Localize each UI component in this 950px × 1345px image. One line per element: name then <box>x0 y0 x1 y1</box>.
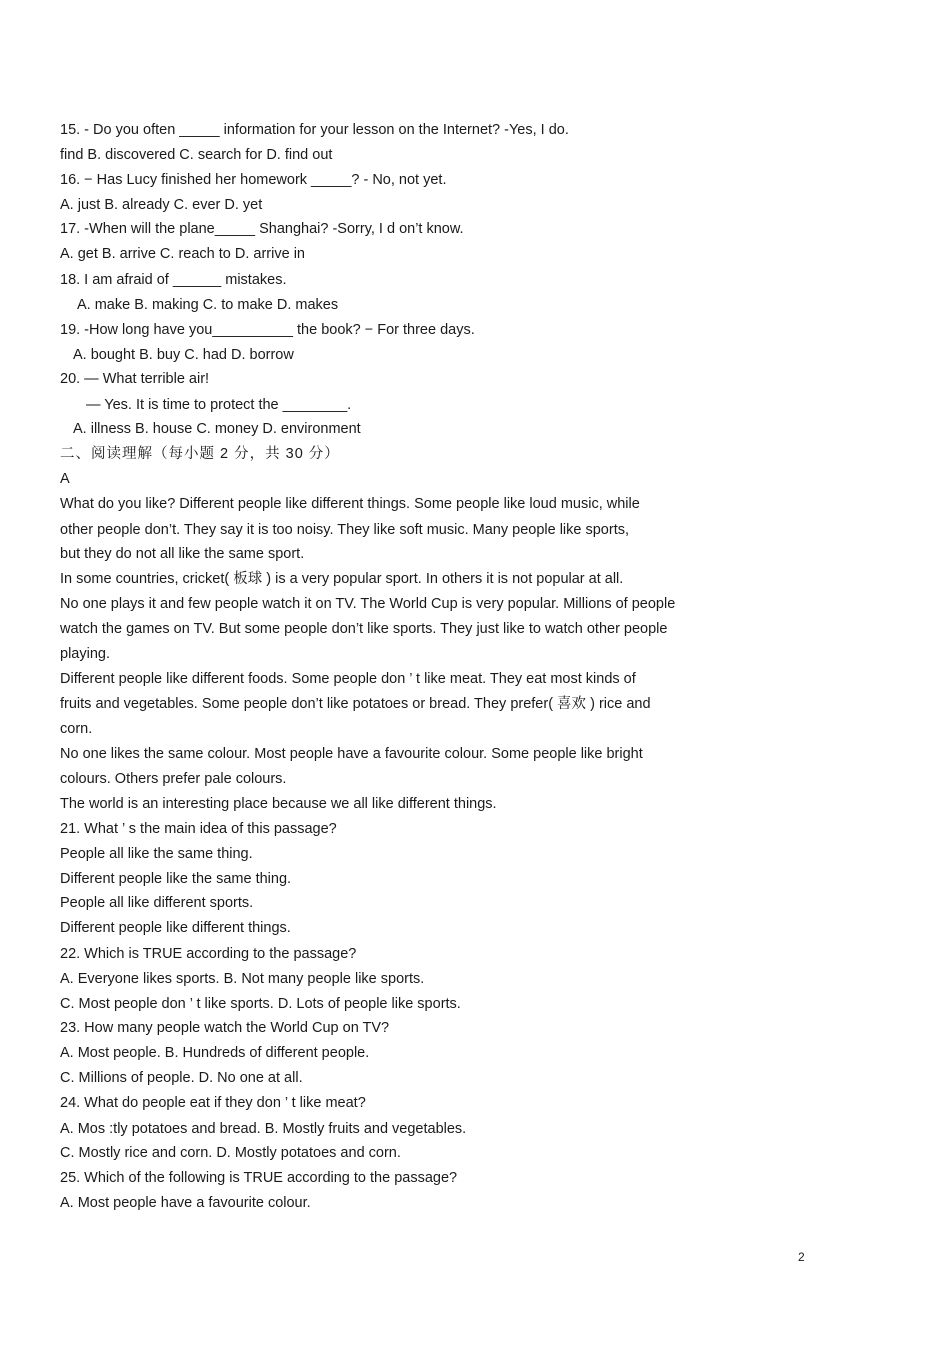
question-21-choice: Different people like different things. <box>60 920 291 936</box>
section-heading: 二、阅读理解（每小题 2 分，共 30 分） <box>60 446 340 462</box>
passage-line: The world is an interesting place because we all like different things. <box>60 796 497 812</box>
passage-line: colours. Others prefer pale colours. <box>60 771 287 787</box>
question-22-options: C. Most people don ’ t like sports. D. Lots of people like sports. <box>60 996 461 1012</box>
question-23-options: C. Millions of people. D. No one at all. <box>60 1070 303 1086</box>
question-25-options: A. Most people have a favourite colour. <box>60 1195 311 1211</box>
question-21-choice: Different people like the same thing. <box>60 871 292 887</box>
question-21-choice: People all like the same thing. <box>60 846 253 862</box>
question-21-choice: People all like different sports. <box>60 895 254 911</box>
question-16-options: A. just B. already C. ever D. yet <box>60 197 263 213</box>
passage-line: other people don’t. They say it is too noisy. They like soft music. Many people like sports, <box>60 522 630 538</box>
question-23-options: A. Most people. B. Hundreds of different people. <box>60 1045 370 1061</box>
question-20-reply: — Yes. It is time to protect the ________. <box>86 397 352 413</box>
question-18: 18. I am afraid of ______ mistakes. <box>60 272 287 288</box>
question-18-options: A. make B. making C. to make D. makes <box>77 297 339 313</box>
question-19: 19. -How long have you__________ the book? − For three days. <box>60 322 475 338</box>
question-24-options: A. Mos :tly potatoes and bread. B. Mostly fruits and vegetables. <box>60 1121 467 1137</box>
question-15-options: find B. discovered C. search for D. find out <box>60 147 333 163</box>
question-19-options: A. bought B. buy C. had D. borrow <box>73 347 294 363</box>
passage-label: A <box>60 471 70 487</box>
passage-line: No one likes the same colour. Most people have a favourite colour. Some people like bright <box>60 746 643 762</box>
question-24: 24. What do people eat if they don ’ t like meat? <box>60 1095 366 1111</box>
question-20-options: A. illness B. house C. money D. environment <box>73 421 361 437</box>
question-20: 20. — What terrible air! <box>60 371 210 387</box>
question-24-options: C. Mostly rice and corn. D. Mostly potatoes and corn. <box>60 1145 401 1161</box>
question-17-options: A. get B. arrive C. reach to D. arrive in <box>60 246 305 262</box>
passage-line: corn. <box>60 721 93 737</box>
passage-line: watch the games on TV. But some people don’t like sports. They just like to watch other people <box>60 621 668 637</box>
passage-line: Different people like different foods. Some people don ’ t like meat. They eat most kinds of <box>60 671 636 687</box>
passage-line: What do you like? Different people like different things. Some people like loud music, while <box>60 496 640 512</box>
question-17: 17. -When will the plane_____ Shanghai? -Sorry, I d on’t know. <box>60 221 464 237</box>
passage-line: No one plays it and few people watch it on TV. The World Cup is very popular. Millions of people <box>60 596 676 612</box>
passage-line: but they do not all like the same sport. <box>60 546 305 562</box>
passage-line: fruits and vegetables. Some people don’t like potatoes or bread. They prefer( 喜欢 ) rice and <box>60 696 651 712</box>
question-22: 22. Which is TRUE according to the passage? <box>60 946 357 962</box>
page-number: 2 <box>798 1250 805 1264</box>
question-15: 15. - Do you often _____ information for your lesson on the Internet? -Yes, I do. <box>60 122 569 138</box>
question-22-options: A. Everyone likes sports. B. Not many people like sports. <box>60 971 425 987</box>
question-21: 21. What ’ s the main idea of this passage? <box>60 821 337 837</box>
question-16: 16. − Has Lucy finished her homework _____? - No, not yet. <box>60 172 447 188</box>
passage-line: In some countries, cricket( 板球 ) is a very popular sport. In others it is not popular at all. <box>60 571 624 587</box>
passage-line: playing. <box>60 646 110 662</box>
question-25: 25. Which of the following is TRUE according to the passage? <box>60 1170 458 1186</box>
question-23: 23. How many people watch the World Cup on TV? <box>60 1020 390 1036</box>
